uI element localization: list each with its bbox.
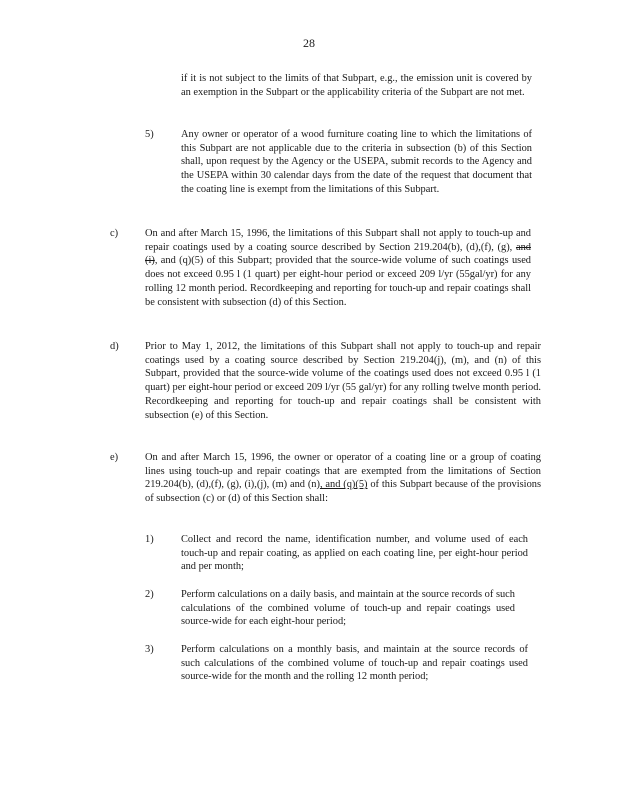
- section-d-text: Prior to May 1, 2012, the limitations of this Subpart shall not apply to touch-up and repair coatings used by a coating source described by Section 219.204(j), (m), and (n) of this Subpart, provided that the source-wide volume of the coatings used does not exceed 0.95 l (1 quart) per eight-hour period or exceed 209 l/yr (55 gal/yr) for any rolling twelve month period. Recordkeeping and reporting for touch-up and repair coatings shall be consistent with subsection (e) of this Section.: [145, 341, 541, 421]
- section-e-text-a: On and after March 15, 1996, the owner or operator of a coating line or a group of coating lines using touch-up and repair coatings that are exempted from the limitations of Section 219.204(b), (d),(f), (g), (i),(j), (m) and (n): [145, 452, 541, 491]
- page-number: 28: [303, 36, 315, 50]
- section-c-label: c): [110, 228, 119, 239]
- section-c-struck-text: and (i): [145, 241, 531, 267]
- section-c-text-b: , and (q)(5) of this Subpart; provided that the source-wide volume of such coatings used does not exceed 0.95 l (1 quart) per eight-hour period or exceed 209 l/yr (55gal/yr) for any rolling 12 month period. Recordkeeping and reporting for touch-up and repair coatings shall be consistent with subsection (d) of this Section.: [145, 255, 531, 308]
- subitem-3-text: Perform calculations on a monthly basis, and maintain at the source records of such calculations of the combined volume of touch-up and repair coatings used source-wide for the month and the rolling 12 month period;: [181, 644, 528, 683]
- section-c-text-a: On and after March 15, 1996, the limitations of this Subpart shall not apply to touch-up and repair coatings used by a coating source described by Section 219.204(b), (d),(f), (g),: [145, 228, 531, 253]
- section-e-underlined-text: , and (q)(5): [319, 479, 368, 491]
- subitem-2-label: 2): [145, 589, 154, 600]
- section-e-label: e): [110, 452, 119, 463]
- section-e-text: [145, 451, 541, 506]
- continuation-text: if it is not subject to the limits of that Subpart, e.g., the emission unit is covered by an exemption in the Subpart or the applicability criteria of the Subpart are not met.: [181, 73, 532, 98]
- subitem-2-text: Perform calculations on a daily basis, and maintain at the source records of such calculations of the combined volume of touch-up and repair coatings used source-wide for each eight-hour period;: [181, 589, 515, 628]
- subitem-1-text: Collect and record the name, identification number, and volume used of each touch-up and repair coating, as applied on each coating line, per eight-hour period and per month;: [181, 534, 528, 573]
- section-c-text: [145, 227, 531, 309]
- item-5-label: 5): [145, 129, 154, 140]
- section-d-label: d): [110, 341, 119, 352]
- subitem-1-label: 1): [145, 534, 154, 545]
- subitem-3-label: 3): [145, 644, 154, 655]
- section-e-text-b: of this Subpart because of the provisions of subsection (c) or (d) of this Section shall:: [145, 479, 541, 505]
- item-5-text: Any owner or operator of a wood furniture coating line to which the limitations of this Subpart are not applicable due to the criteria in subsection (b) of this Section shall, upon request by the Agency or the USEPA, submit records to the Agency and the USEPA within 30 calendar days from the date of the request that document that the coating line is exempt from the limitations of this Subpart.: [181, 129, 532, 195]
